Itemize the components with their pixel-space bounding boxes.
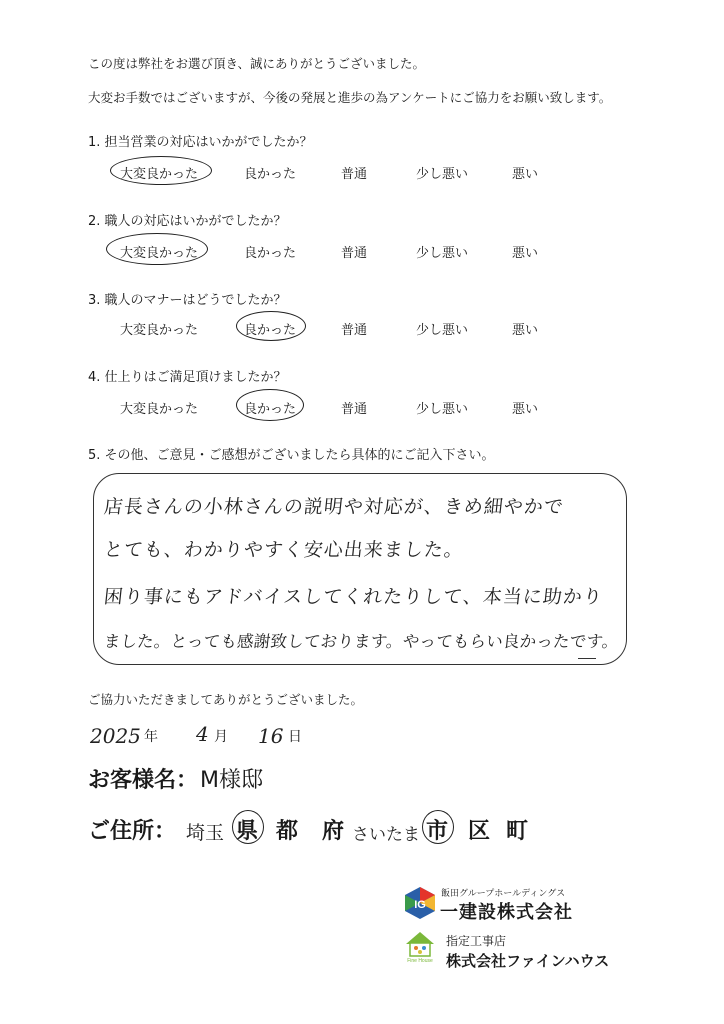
ig-logo [404,886,436,920]
q1-option-good: 良かった [244,167,297,182]
q1-option-excellent: 大変良かった [120,167,199,182]
q2-option-good: 良かった [244,246,297,261]
q4-option-excellent: 大変良かった [120,402,199,417]
address-machi-unit: 町 [506,819,529,844]
q3-option-excellent: 大変良かった [120,323,199,338]
customer-name: M様邸 [200,768,263,793]
q3-option-good: 良かった [244,323,297,338]
address-pref-unit: 県 [236,819,259,844]
q4-option-bad: 悪い [512,402,539,417]
address-city-unit: 市 [426,819,449,844]
address-to-unit: 都 [276,819,299,844]
q2-option-average: 普通 [341,246,368,261]
question-3: 3. 職人のマナーはどうでしたか？ [88,293,287,308]
address-label: ご住所： [88,819,177,844]
q1-option-bad: 悪い [512,167,539,182]
thanks-text: ご協力いただきましてありがとうございました。 [88,692,364,707]
comment-line-1: 店長さんの小林さんの説明や対応が、きめ細やかで [102,496,566,518]
q3-selection-circle [236,311,306,341]
address-prefecture: 埼玉 [186,822,225,844]
question-4: 4. 仕上りはご満足頂けましたか？ [88,370,287,385]
question-5: 5. その他、ご意見・ご感想がございましたら具体的にご記入下さい。 [88,448,495,463]
q3-option-slightly-bad: 少し悪い [416,323,469,338]
comment-line-2: とても、わかりやすく安心出来ました。 [102,539,466,561]
intro-line-2: 大変お手数ではございますが、今後の発展と進歩の為アンケートにご協力をお願い致します。 [88,90,612,105]
address-city: さいたま [352,825,420,845]
address-pref-circle [232,810,264,844]
address-city-circle [422,810,454,844]
q2-option-excellent: 大変良かった [120,246,199,261]
date-day: 16 [258,724,284,748]
store-name: 株式会社ファインハウス [446,952,610,970]
q4-option-good: 良かった [244,402,297,417]
customer-label: お客様名： [88,768,199,793]
svg-text:Fine House: Fine House [407,958,433,964]
comment-line-3: 困り事にもアドバイスしてくれたりして、本当に助かり [102,586,605,608]
group-name: 飯田グループホールディングス [441,889,566,899]
q1-selection-circle [110,156,212,185]
question-2: 2. 職人の対応はいかがでしたか？ [88,214,287,229]
date-year-label: 年 [144,729,158,745]
q3-option-bad: 悪い [512,323,539,338]
designated-label: 指定工事店 [446,934,507,948]
q4-option-slightly-bad: 少し悪い [416,402,469,417]
q2-option-bad: 悪い [512,246,539,261]
q1-option-slightly-bad: 少し悪い [416,167,469,182]
q3-option-average: 普通 [341,323,368,338]
question-1: 1. 担当営業の対応はいかがでしたか？ [88,135,313,150]
fine-house-logo [404,930,436,964]
q2-selection-circle [106,233,208,265]
comment-underline [578,658,596,659]
q4-option-average: 普通 [341,402,368,417]
q2-option-slightly-bad: 少し悪い [416,246,469,261]
company-name: 一建設株式会社 [440,902,573,923]
q1-option-average: 普通 [341,167,368,182]
svg-text:IG: IG [414,899,426,911]
address-ku-unit: 区 [468,819,491,844]
comment-line-4: ました。とっても感謝致しております。やってもらい良かったです。 [102,632,620,651]
date-month-label: 月 [214,729,228,745]
address-fu-unit: 府 [322,819,345,844]
date-day-label: 日 [288,729,302,745]
q4-selection-circle [236,389,304,421]
intro-line-1: この度は弊社をお選び頂き、誠にありがとうございました。 [88,56,426,71]
date-year: 2025 [90,724,141,748]
date-month: 4 [196,722,209,746]
